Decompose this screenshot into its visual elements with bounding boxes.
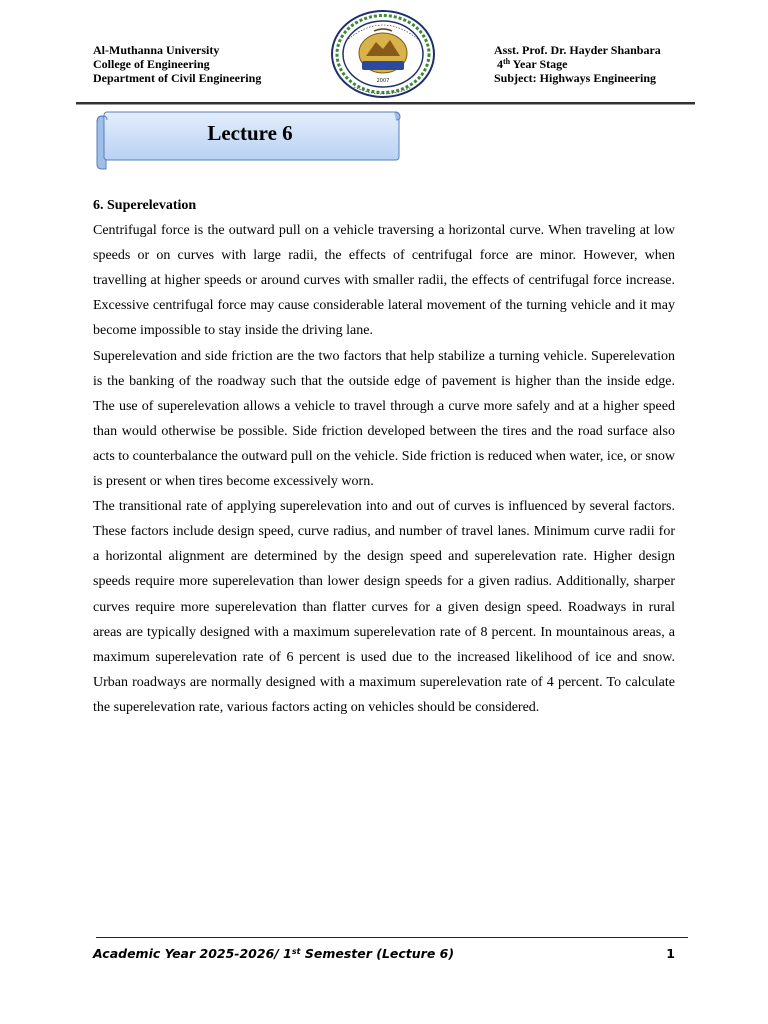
header-divider <box>76 102 695 104</box>
header-institution-block <box>93 43 261 85</box>
paragraph-transitional-rate: The transitional rate of applying superelevation into and out of curves is influenced by several factors. These factors include design speed, curve radius, and number of travel lanes. Minimum curve radii for a horizontal alignment are determined by the design speed and superelevation rate. Higher design speeds require more superelevation than lower design speeds for a given radius. Additionally, sharper curves require more superelevation than flatter curves for a given design speed. Roadways in rural areas are typically designed with a maximum superelevation rate of 8 percent. In mountainous areas, a maximum superelevation rate of 6 percent is used due to the increased likelihood of ice and snow. Urban roadways are normally designed with a maximum superelevation rate of 4 percent. To calculate the superelevation rate, various factors acting on vehicles should be considered. <box>93 499 675 715</box>
footer-ordinal: st <box>291 947 301 956</box>
subject-name: Subject: Highways Engineering <box>494 71 657 85</box>
footer-year-text: Academic Year 2025-2026/ 1 <box>93 946 292 961</box>
stage-number: 4 <box>497 57 503 71</box>
seal-year: 2007 <box>376 78 390 84</box>
section-heading: 6. Superelevation <box>93 198 197 213</box>
university-name: Al-Muthanna University <box>93 43 220 57</box>
college-name: College of Engineering <box>93 57 210 71</box>
footer-academic-year <box>93 946 454 961</box>
lecture-title: Lecture 6 <box>207 121 293 145</box>
author-name: Asst. Prof. Dr. Hayder Shanbara <box>494 43 661 57</box>
paragraph-centrifugal-force: Centrifugal force is the outward pull on a vehicle traversing a horizontal curve. When traveling at low speeds or on curves with large radii, the effects of centrifugal force are minor. However, when travelling at higher speeds or around curves with smaller radii, the effects of centrifugal force increase. Excessive centrifugal force may cause considerable lateral movement of the turning vehicle and it may become impossible to stay inside the driving lane. <box>93 223 675 339</box>
stage-suffix: th <box>503 57 511 66</box>
stage-label: Year Stage <box>510 57 568 71</box>
footer-semester-text: Semester (Lecture 6) <box>300 946 455 961</box>
paragraph-superelevation-friction: Superelevation and side friction are the two factors that help stabilize a turning vehicle. Superelevation is the banking of the roadway such that the outside edge of pavement is higher than the inside edge. The use of superelevation allows a vehicle to travel through a curve more safely and at a higher speed than would otherwise be possible. Side friction developed between the tires and the road surface also acts to counterbalance the outward pull on the vehicle. Side friction is reduced when water, ice, or snow is present or when tires become excessively worn. <box>93 348 675 490</box>
department-name: Department of Civil Engineering <box>93 71 262 85</box>
lecture-content <box>93 193 675 720</box>
footer-divider <box>96 937 688 938</box>
header-course-block <box>494 43 661 85</box>
university-seal-logo <box>330 9 436 99</box>
page-number: 1 <box>666 946 675 961</box>
year-stage <box>494 57 661 71</box>
